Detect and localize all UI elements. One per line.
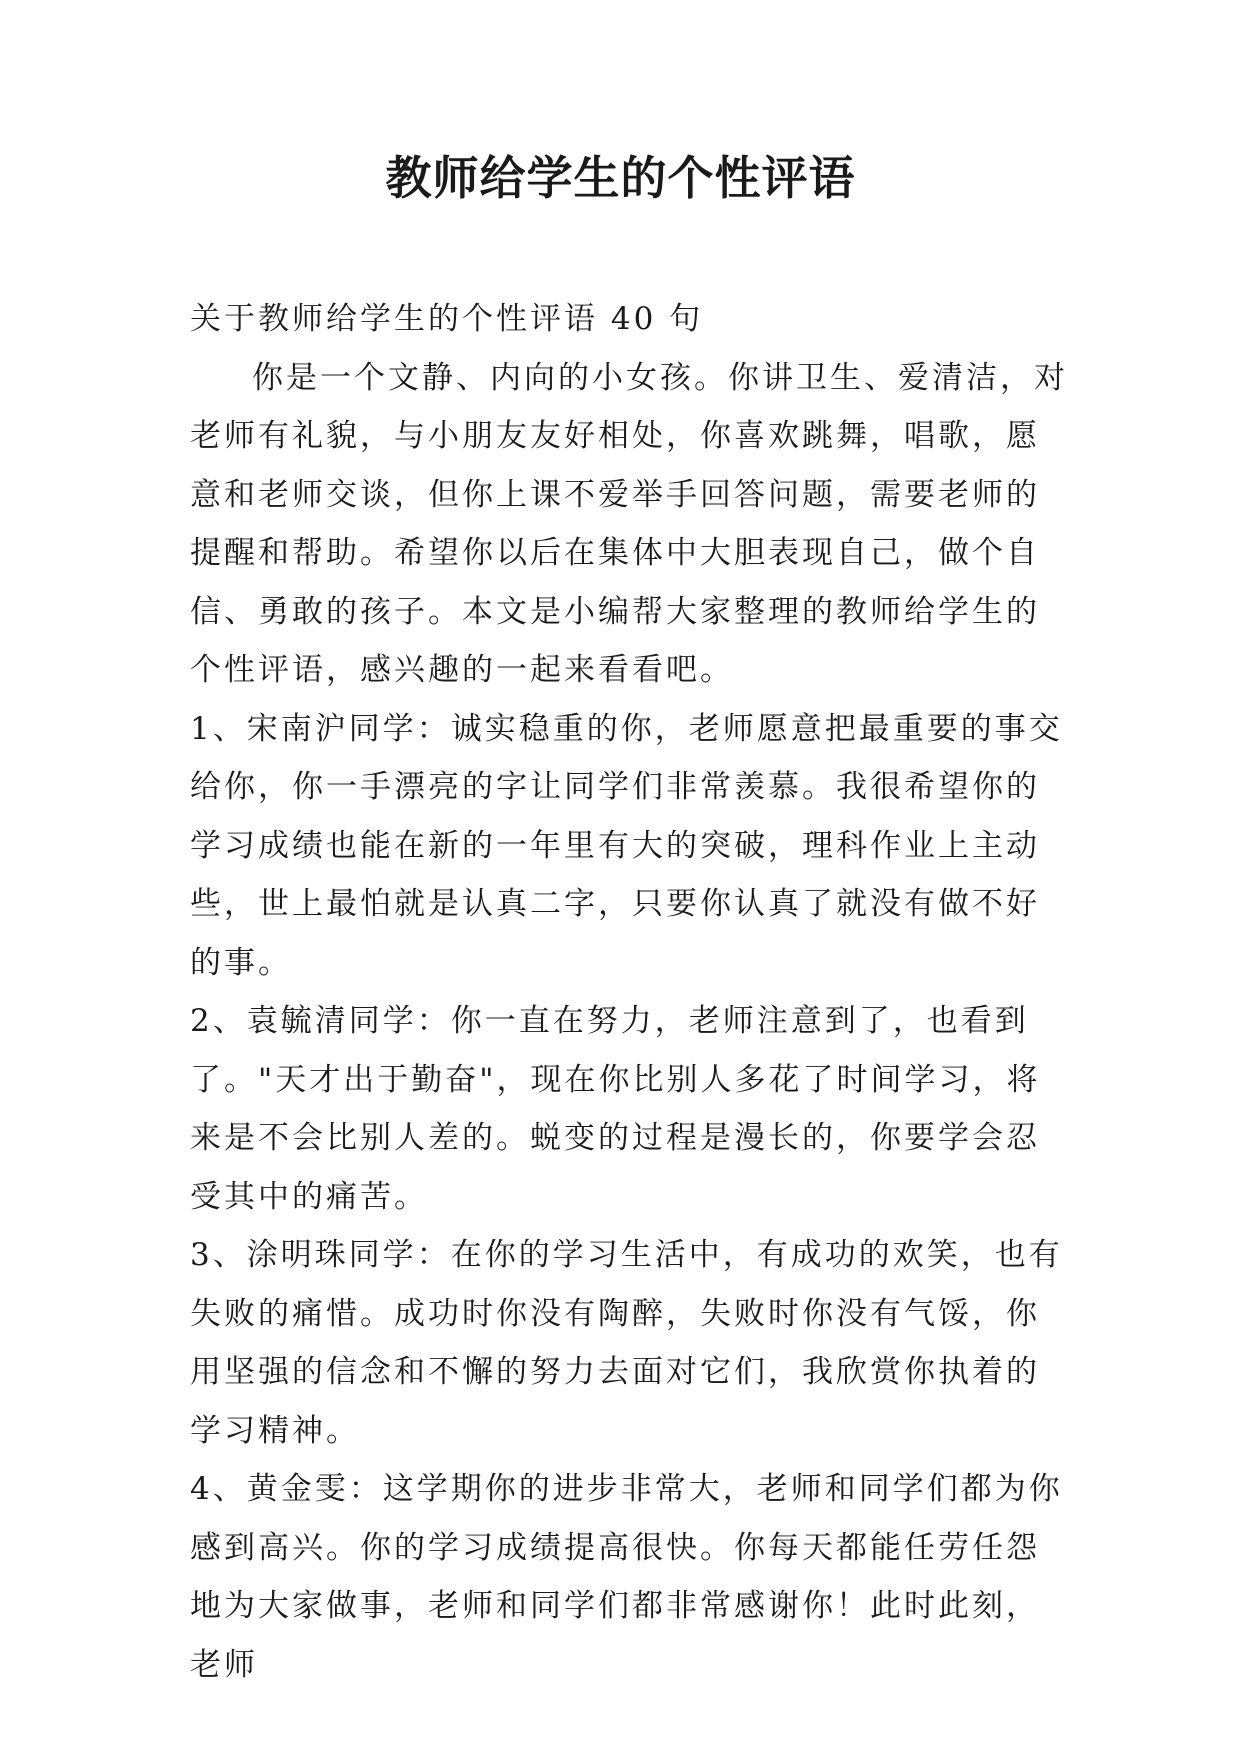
intro-paragraph: 你是一个文静、内向的小女孩。你讲卫生、爱清洁，对老师有礼貌，与小朋友友好相处，你喜欢跳舞，唱歌，愿意和老师交谈，但你上课不爱举手回答问题，需要老师的提醒和帮助。希望你以后在集体中大胆表现自己，做个自信、勇敢的孩子。本文是小编帮大家整理的教师给学生的个性评语，感兴趣的一起来看看吧。 bbox=[190, 359, 1068, 688]
document-title: 教师给学生的个性评语 bbox=[385, 151, 856, 205]
comment-item-1: 1、宋南沪同学：诚实稳重的你，老师愿意把最重要的事交给你，你一手漂亮的字让同学们非常羡慕。我很希望你的学习成绩也能在新的一年里有大的突破，理科作业上主动些，世上最怕就是认真二字，只要你认真了就没有做不好的事。 bbox=[190, 710, 1063, 981]
comment-item-3: 3、涂明珠同学：在你的学习生活中，有成功的欢笑，也有失败的痛惜。成功时你没有陶醉，失败时你没有气馁，你用坚强的信念和不懈的努力去面对它们，我欣赏你执着的学习精神。 bbox=[190, 1237, 1063, 1449]
comment-item-4: 4、黄金雯：这学期你的进步非常大，老师和同学们都为你感到高兴。你的学习成绩提高很快。你每天都能任劳任怨地为大家做事，老师和同学们都非常感谢你！此时此刻，老师 bbox=[190, 1471, 1063, 1683]
document-body bbox=[190, 290, 1070, 1694]
comment-item-2: 2、袁毓清同学：你一直在努力，老师注意到了，也看到了。"天才出于勤奋"，现在你比别人多花了时间学习，将来是不会比别人差的。蜕变的过程是漫长的，你要学会忍受其中的痛苦。 bbox=[190, 1003, 1041, 1215]
document-subtitle: 关于教师给学生的个性评语 40 句 bbox=[190, 301, 704, 337]
